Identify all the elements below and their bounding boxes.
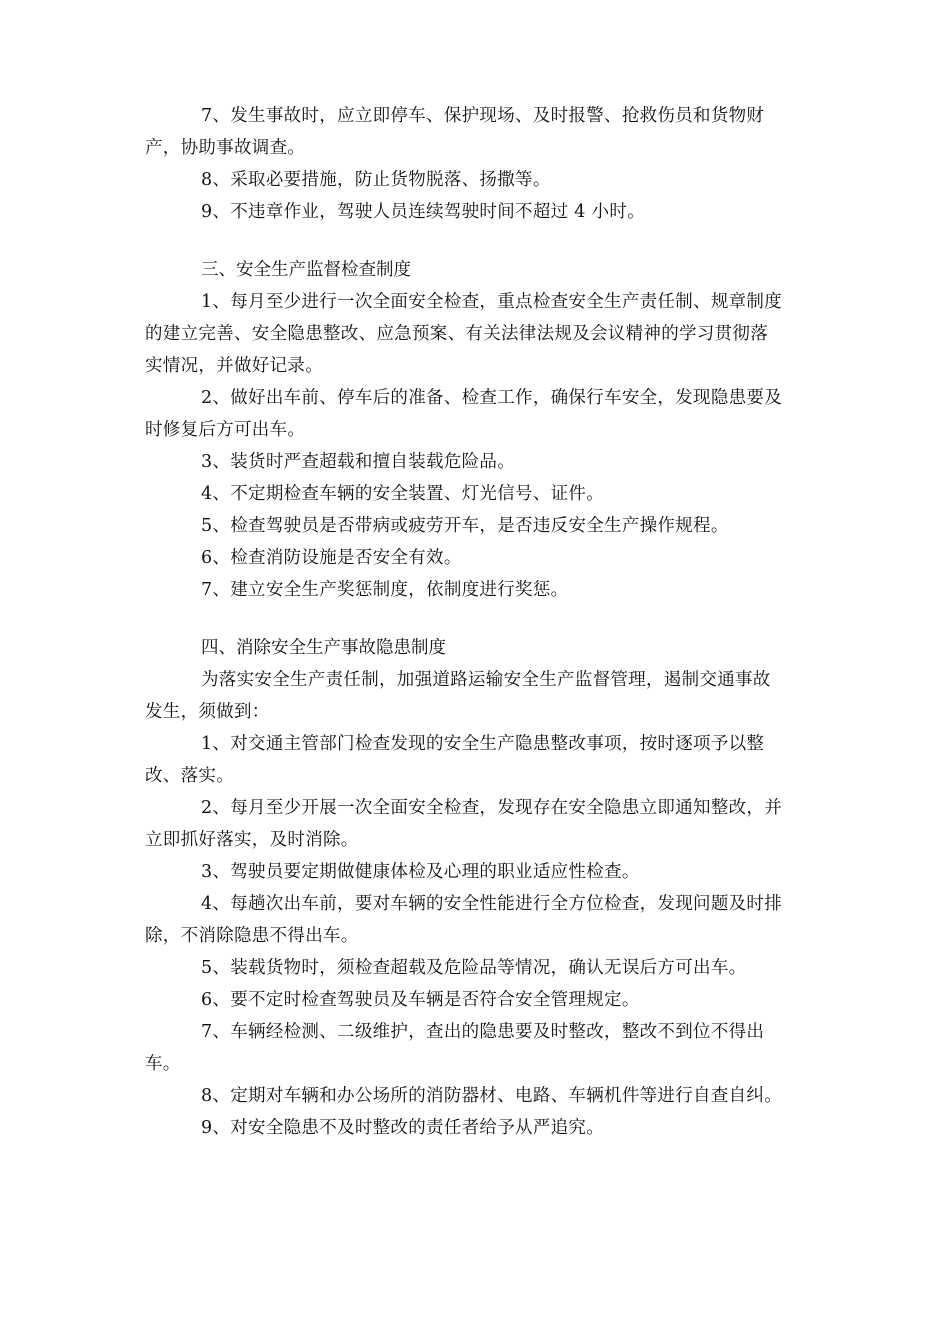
document-body [145,100,785,1144]
list-item: 9、对安全隐患不及时整改的责任者给予从严追究。 [201,1118,605,1138]
list-item: 7、发生事故时，应立即停车、保护现场、及时报警、抢救伤员和货物财产，协助事故调查。 [145,106,765,158]
list-item: 4、不定期检查车辆的安全装置、灯光信号、证件。 [201,484,605,504]
list-item: 5、检查驾驶员是否带病或疲劳开车，是否违反安全生产操作规程。 [201,516,729,536]
list-item: 3、驾驶员要定期做健康体检及心理的职业适应性检查。 [201,862,640,882]
list-item: 7、建立安全生产奖惩制度，依制度进行奖惩。 [201,580,569,600]
list-item: 1、每月至少进行一次全面安全检查，重点检查安全生产责任制、规章制度的建立完善、安全隐患整改、应急预案、有关法律法规及会议精神的学习贯彻落实情况，并做好记录。 [145,292,783,376]
list-item: 9、不违章作业，驾驶人员连续驾驶时间不超过 4 小时。 [201,202,645,222]
list-item: 3、装货时严查超载和擅自装载危险品。 [201,452,516,472]
list-item: 1、对交通主管部门检查发现的安全生产隐患整改事项，按时逐项予以整改、落实。 [145,734,765,786]
section-intro: 为落实安全生产责任制，加强道路运输安全生产监督管理，遏制交通事故发生，须做到： [145,670,771,722]
list-item: 8、采取必要措施，防止货物脱落、扬撒等。 [201,170,551,190]
list-item: 2、做好出车前、停车后的准备、检查工作，确保行车安全，发现隐患要及时修复后方可出车。 [145,388,783,440]
list-item: 6、检查消防设施是否安全有效。 [201,548,462,568]
list-item: 6、要不定时检查驾驶员及车辆是否符合安全管理规定。 [201,990,640,1010]
list-item: 2、每月至少开展一次全面安全检查，发现存在安全隐患立即通知整改，并立即抓好落实，及时消除。 [145,798,783,850]
list-item: 7、车辆经检测、二级维护，查出的隐患要及时整改，整改不到位不得出车。 [145,1022,765,1074]
list-item: 4、每趟次出车前，要对车辆的安全性能进行全方位检查，发现问题及时排除，不消除隐患不得出车。 [145,894,783,946]
list-item: 8、定期对车辆和办公场所的消防器材、电路、车辆机件等进行自查自纠。 [201,1086,783,1106]
section-title-hazard-elimination: 四、消除安全生产事故隐患制度 [201,638,446,658]
list-item: 5、装载货物时，须检查超载及危险品等情况，确认无误后方可出车。 [201,958,747,978]
section-title-inspection: 三、安全生产监督检查制度 [201,260,411,280]
